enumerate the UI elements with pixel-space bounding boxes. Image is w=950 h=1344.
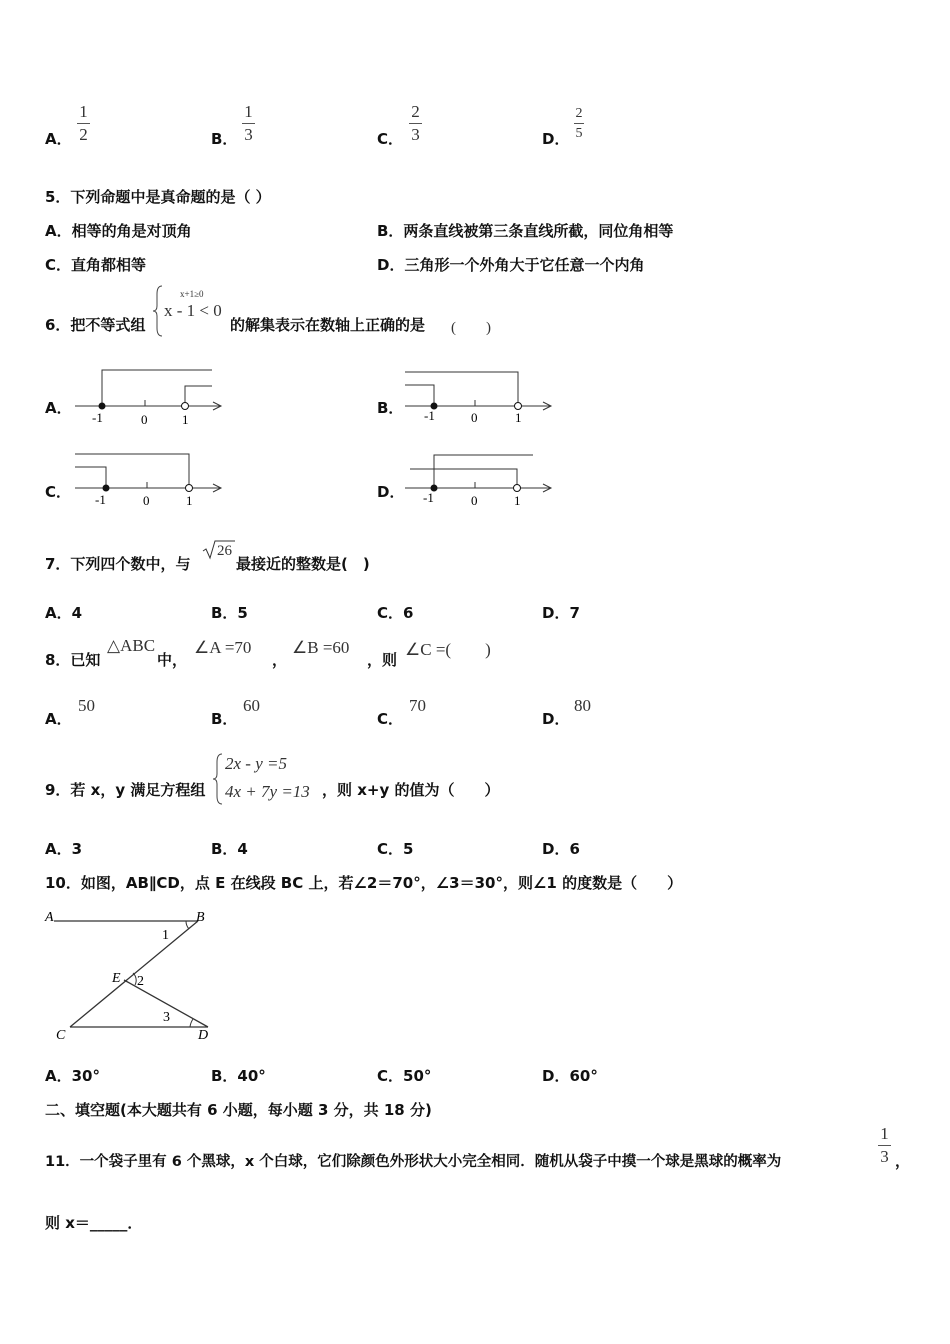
q6-numberline-b — [400, 360, 560, 430]
q8-mid: 中， — [157, 651, 188, 669]
q6-stem-suffix: 的解集表示在数轴上正确的是 — [230, 316, 426, 334]
q8-angle-c: ∠C =( ) — [405, 640, 491, 659]
q11-fraction: 1 3 — [878, 1125, 891, 1166]
q10-label-a: A — [45, 910, 54, 925]
q6-a-tick-neg1: -1 — [92, 410, 103, 425]
section-2-title: 二、填空题(本大题共有 6 小题，每小题 3 分，共 18 分) — [45, 1101, 432, 1119]
q9-option-a: A．3 — [45, 840, 83, 858]
q6-option-a-letter: A． — [45, 399, 72, 417]
q6-a-tick-1: 1 — [182, 412, 189, 427]
q8-angle-a: ∠A =70 — [194, 638, 252, 657]
q6-numberline-a — [70, 360, 230, 430]
q5-stem: 5．下列命题中是真命题的是（ ） — [45, 188, 271, 206]
q4-option-c-letter: C． — [377, 130, 404, 148]
q10-option-a: A．30° — [45, 1067, 100, 1085]
q5-option-c: C．直角都相等 — [45, 256, 147, 274]
q4-option-c-fraction: 2 3 — [409, 103, 422, 144]
q4-option-d-fraction: 2 5 — [575, 106, 583, 141]
q6-d-tick-1: 1 — [514, 493, 521, 508]
q6-c-tick-1: 1 — [186, 493, 193, 508]
q5-option-a: A．相等的角是对顶角 — [45, 222, 192, 240]
q6-brace — [152, 284, 164, 338]
q6-numberline-c — [70, 445, 230, 515]
q4-option-b-fraction: 1 3 — [242, 103, 255, 144]
q6-d-tick-0: 0 — [471, 493, 478, 508]
q6-b-tick-0: 0 — [471, 410, 478, 425]
q6-inequality-top: x+1≥0 — [180, 289, 204, 299]
q6-paren: ( ) — [451, 320, 491, 336]
q6-option-b-letter: B． — [377, 399, 404, 417]
q7-option-b: B．5 — [211, 604, 248, 622]
q5-option-b: B．两条直线被第三条直线所截，同位角相等 — [377, 222, 674, 240]
q7-stem-suffix: 最接近的整数是( ) — [236, 555, 370, 573]
q8-option-b-letter: B． — [211, 710, 238, 728]
q9-option-d: D．6 — [542, 840, 580, 858]
q8-stem-prefix: 8．已知 — [45, 651, 101, 669]
q8-option-b-value: 60 — [243, 696, 260, 715]
q6-b-tick-neg1: -1 — [424, 408, 435, 423]
q8-option-d-value: 80 — [574, 696, 591, 715]
q10-label-e: E — [112, 971, 121, 986]
q10-label-1: 1 — [162, 928, 169, 943]
q10-figure — [40, 905, 225, 1045]
q6-d-tick-neg1: -1 — [423, 490, 434, 505]
q8-angle-b: ∠B =60 — [292, 638, 350, 657]
q9-option-b: B．4 — [211, 840, 248, 858]
q6-c-tick-0: 0 — [143, 493, 150, 508]
q11-answer-line: 则 x＝_____． — [45, 1214, 143, 1232]
q6-inequality-bottom: x - 1 < 0 — [164, 301, 222, 320]
q9-brace — [212, 752, 224, 806]
q10-option-d: D．60° — [542, 1067, 598, 1085]
q6-stem-prefix: 6．把不等式组 — [45, 316, 146, 334]
q8-option-d-letter: D． — [542, 710, 570, 728]
q8-option-a-value: 50 — [78, 696, 95, 715]
q7-option-d: D．7 — [542, 604, 580, 622]
q7-option-a: A．4 — [45, 604, 83, 622]
q7-option-c: C．6 — [377, 604, 414, 622]
q10-label-c: C — [56, 1028, 66, 1043]
q9-stem-suffix: ，则 x+y 的值为（ ） — [322, 781, 500, 799]
q10-option-b: B．40° — [211, 1067, 266, 1085]
q8-option-a-letter: A． — [45, 710, 72, 728]
q8-comma: ， — [272, 651, 288, 669]
q7-stem-prefix: 7．下列四个数中，与 — [45, 555, 191, 573]
q4-option-d-letter: D． — [542, 130, 570, 148]
q4-option-a-letter: A． — [45, 130, 72, 148]
q6-a-tick-0: 0 — [141, 412, 148, 427]
q6-b-tick-1: 1 — [515, 410, 522, 425]
q10-option-c: C．50° — [377, 1067, 432, 1085]
q10-label-3: 3 — [163, 1010, 170, 1025]
q10-label-b: B — [196, 910, 205, 925]
q4-option-b-letter: B． — [211, 130, 238, 148]
q10-label-2: 2 — [137, 974, 144, 989]
q6-option-c-letter: C． — [45, 483, 72, 501]
q8-triangle: △ABC — [107, 636, 156, 655]
q10-stem: 10．如图，AB∥CD，点 E 在线段 BC 上，若∠2＝70°，∠3＝30°，则∠1 的度数是（ ） — [45, 874, 683, 892]
q9-stem-prefix: 9．若 x，y 满足方程组 — [45, 781, 206, 799]
q10-label-d: D — [198, 1028, 209, 1043]
q6-option-d-letter: D． — [377, 483, 405, 501]
q11-comma: ， — [895, 1152, 911, 1170]
q9-option-c: C．5 — [377, 840, 414, 858]
q8-option-c-value: 70 — [409, 696, 426, 715]
q7-radicand: 26 — [217, 543, 232, 559]
q11-stem: 11．一个袋子里有 6 个黑球，x 个白球，它们除颜色外形状大小完全相同．随机从袋子中摸一个球是黑球的概率为 — [45, 1154, 782, 1170]
q9-equation-1: 2x - y =5 — [225, 754, 287, 773]
q9-equation-2: 4x + 7y =13 — [225, 782, 310, 801]
q7-sqrt — [202, 539, 236, 561]
q6-c-tick-neg1: -1 — [95, 492, 106, 507]
q5-option-d: D．三角形一个外角大于它任意一个内角 — [377, 256, 645, 274]
q8-then: ，则 — [367, 651, 398, 669]
q4-option-a-fraction: 1 2 — [77, 103, 90, 144]
q8-option-c-letter: C． — [377, 710, 404, 728]
q6-numberline-d — [400, 445, 560, 515]
